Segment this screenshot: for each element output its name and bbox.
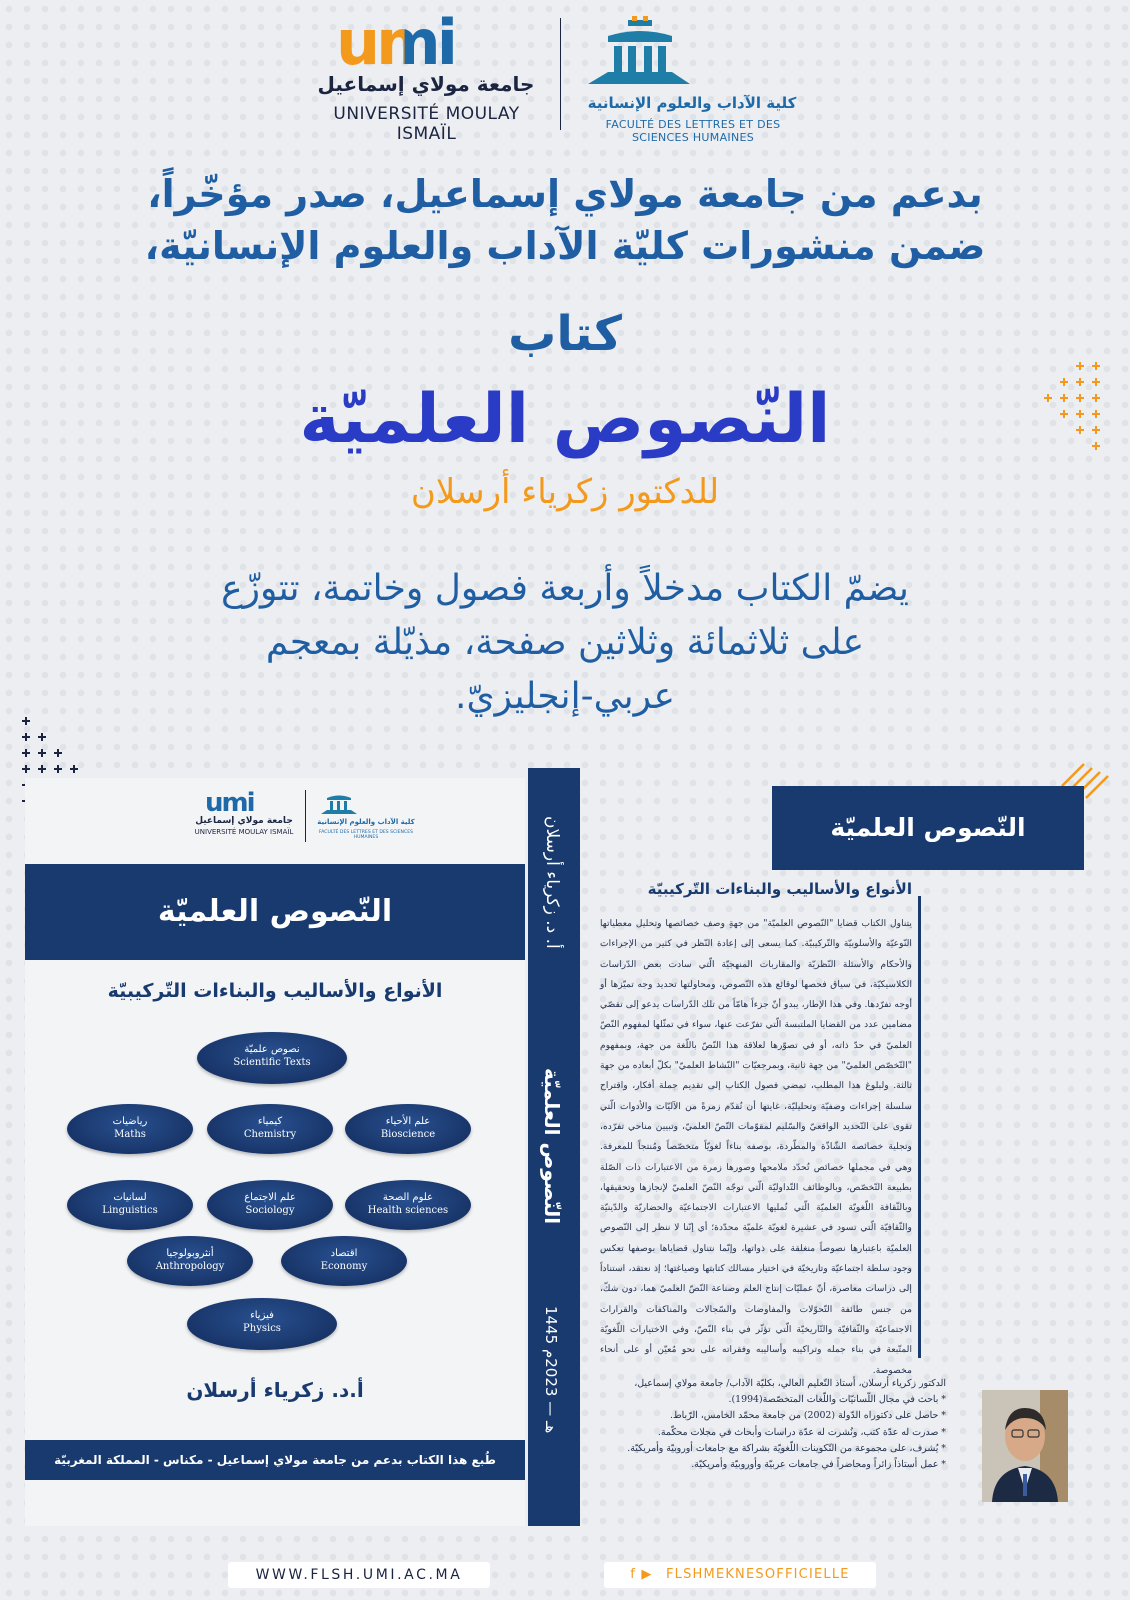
faculty-emblem-icon	[588, 16, 690, 86]
bubble-scientific-texts: نصوص علميّة Scientific Texts	[197, 1032, 347, 1084]
social-handle: FLSHMEKNESOFFICIELLE	[665, 1567, 850, 1582]
front-author: أ.د. زكرياء أرسلان	[186, 1378, 364, 1402]
spine-title: النّصوص العلميّة	[540, 1068, 564, 1225]
cover-logo-divider	[305, 790, 306, 842]
book-word: كتاب	[508, 306, 622, 362]
bubble-physics: فيزياء Physics	[187, 1298, 337, 1350]
description-line-2: على ثلاثمائة وثلاثين صفحة، مذيّلة بمعجم	[265, 622, 865, 663]
bio-line-6: * عمل أستاذاً زائراً ومحاضراً في جامعات عربيّة وأوروبيّة وأمريكيّة.	[691, 1459, 946, 1471]
author-bio	[600, 1376, 946, 1473]
bubble-sociology: علم الاجتماع Sociology	[207, 1180, 333, 1230]
bubble-chemistry: كيمياء Chemistry	[207, 1104, 333, 1154]
header-divider	[560, 18, 561, 130]
university-name-fr: UNIVERSITÉ MOULAY ISMAÏL	[333, 104, 520, 144]
back-title-band: النّصوص العلميّة	[772, 786, 1084, 870]
cover-faculty-ar: كلية الآداب والعلوم الإنسانية	[317, 818, 415, 826]
social-icons: f ▶	[630, 1567, 653, 1582]
faculty-name-fr: FACULTÉ DES LETTRES ET DES SCIENCES HUMAINES	[605, 118, 781, 144]
headline-line-2: ضمن منشورات كليّة الآداب والعلوم الإنسانيّة،	[144, 224, 986, 268]
back-accent-bar	[918, 896, 921, 1358]
bubble-maths: رياضيات Maths	[67, 1104, 193, 1154]
book-title: النّصوص العلميّة	[299, 380, 831, 459]
bubble-linguistics: لسانيات Linguistics	[67, 1180, 193, 1230]
faculty-name-ar: كلية الآداب والعلوم الإنسانية	[587, 94, 797, 112]
university-name-ar: جامعة مولاي إسماعيل	[317, 72, 535, 96]
back-paragraph: يتناول الكتاب قضايا "النّصوص العلميّة" من جهةِ وصف خصائصها وتحليل معطياتها النّوعيّة والأسلوبيّة والتّركيبيّة. كما يسعى إلى إعادة النّظر في كثير من الإجراءات والأحكام والأسئلة النّظريّة والمقاربات المنهجيّة الّتي سادت بعض الدّراسات الكلاسيكيّة، في سياق فحصها لوقائع هذه النّصوص، ومحاولتها تحديد وجه تميّزها أو أوجه تفرّدها. وفي هذا الإطار، يبدو أنّ جزءاً هامّاً من تلك الدّراسات يدعو إلى تقصّي مضامين عدد من القضايا الملتبسة الّتي تفرّعت عنها، سواء في تمثّلها لمفهوم النّصّ العلميّ في حدّ ذاته، أو في تصوّرها لعلاقة هذا النّصّ باللّغة من جهة، وبمفهوم "التّخصّص العلميّ" من جهة ثانية، وبمرجعيّات "النّشاط العلميّ" بكلّ أبعاده من جهة ثالثة. ولبلوغ هذا المطلب، تمضي فصول الكتاب إلى تقديم جملة أفكار، واقتراح سلسلة إجراءات وصفيّة وتحليليّة، غايتها أن تُقدّم زمرةً من الآليّات والأدوات الّتي تقوى على التّحديد الواقعيّ والسّليم لمقوّمات النّصّ العلميّ، وتبيين مناحي تفرّده، وتجلية خصائصه الشّاذّة والمطّردة، بوصفه بناءاً لغويّاً متخصّصاً ومُنتجاً للمعرفة. وهي في مجملها خصائص تُحدّد ملامحها وصورها زمرة من الاعتبارات ذات الصّلة بطبيعة التّخصّص، وبالوظائف التّداوليّة الّتي توجّه النّصّ العلميّ لإنجازها وتحقيقها، وبالثّقافة اللّغويّة العلميّة الّتي تُمليها الاعتبارات الاجتماعيّة والحضاريّة والدّينيّة والثّقافيّة الّتي تسود في عشيرة لغويّة علميّة محدّدة؛ أي إنّنا لا ننظر إلى النّصوص العلميّة باعتبارها نصوصاً منغلقة على ذواتها، وإنّما نتناول قضاياها بوصفها تعكس وجود سلطة اجتماعيّة وتاريخيّة في اختيار مسالك كتابتها وصياغتها؛ إذ نعتقد، استناداً إلى دراسات معاصرة، أنّ عمليّات إنتاج العلم وصناعة النّصّ العلميّ هما، دون شكّ، من جنس طائفة التّحوّلات والمفاوضات والسّجالات والمناكفات والقرارات الاجتماعيّة والثّقافيّة والتّاريخيّة الّتي تؤثّر في بناء النّصّ، وفي الاختيارات اللّغويّة المتّبعة في بناء جمله وتراكيبه وأساليبه وفقراته على نحو مُعيّن أو على أنحاء مخصوصة.	[600, 918, 912, 1376]
bubble-bioscience: علم الأحياء Bioscience	[345, 1104, 471, 1154]
back-subtitle: الأنواع والأساليب والبناءات التّركيبيّة	[647, 880, 912, 898]
website-link[interactable]: WWW.FLSH.UMI.AC.MA	[228, 1562, 490, 1588]
orange-crosses-decoration	[1042, 360, 1104, 460]
bio-line-2: * باحث في مجال اللّسانيّات واللّغات المتخصّصة(1994).	[728, 1394, 946, 1406]
front-print-note: طُبع هذا الكتاب بدعم من جامعة مولاي إسماعيل - مكناس - المملكة المغربيّة	[25, 1440, 525, 1480]
cover-faculty-fr: FACULTÉ DES LETTRES ET DES SCIENCES HUMAINES	[318, 830, 414, 840]
bio-line-3: * حاصل على دكتوراه الدّولة (2002) من جامعة محمّد الخامس، الرّباط.	[670, 1410, 946, 1422]
spine-author: أ. د. زكرياء أرسلان	[542, 816, 562, 949]
bio-line-5: * يُشرف، على مجموعة من التّكوينات اللّغويّة بشراكة مع جامعات أوروبيّة وأمريكيّة.	[627, 1442, 946, 1454]
cover-faculty-emblem-icon	[321, 790, 357, 814]
book-spine	[528, 768, 580, 1526]
headline-line-1: بدعم من جامعة مولاي إسماعيل، صدر مؤخّراً،	[147, 172, 983, 216]
description-line-1: يضمّ الكتاب مدخلاً وأربعة فصول وخاتمة، تتوزّع	[221, 568, 909, 609]
description-line-3: عربي-إنجليزيّ.	[455, 676, 675, 717]
cover-university-ar: جامعة مولاي إسماعيل	[195, 816, 293, 826]
cover-university-fr: UNIVERSITÉ MOULAY ISMAÏL	[194, 828, 294, 836]
bio-line-1: الدكتور زكرياء أرسلان، أستاذ التّعليم العالي، بكليّة الآداب/ جامعة مولاي إسماعيل،	[634, 1378, 946, 1389]
author-line: للدكتور زكرياء أرسلان	[410, 472, 720, 512]
social-handle-pill[interactable]	[604, 1562, 876, 1588]
front-subtitle: الأنواع والأساليب والبناءات التّركيبيّة	[107, 980, 443, 1002]
bubble-anthropology: أنثروبولوجيا Anthropology	[127, 1236, 253, 1286]
umi-wordmark: umi	[336, 12, 516, 74]
bubble-health-sciences: علوم الصحة Health sciences	[345, 1180, 471, 1230]
spine-year: 1445 هـ — 2023م	[542, 1306, 560, 1434]
front-title-band: النّصوص العلميّة	[25, 864, 525, 960]
cover-umi-logo: umi	[205, 788, 254, 818]
author-photo	[982, 1390, 1068, 1502]
bubble-economy: اقتصاد Economy	[281, 1236, 407, 1286]
book-front-cover	[25, 778, 525, 1526]
bio-line-4: * صدرت له عدّة كتب، ونُشرت له عدّة دراسات وأبحاث في مجلات محكّمة.	[657, 1426, 946, 1438]
umi-logo	[336, 6, 516, 79]
